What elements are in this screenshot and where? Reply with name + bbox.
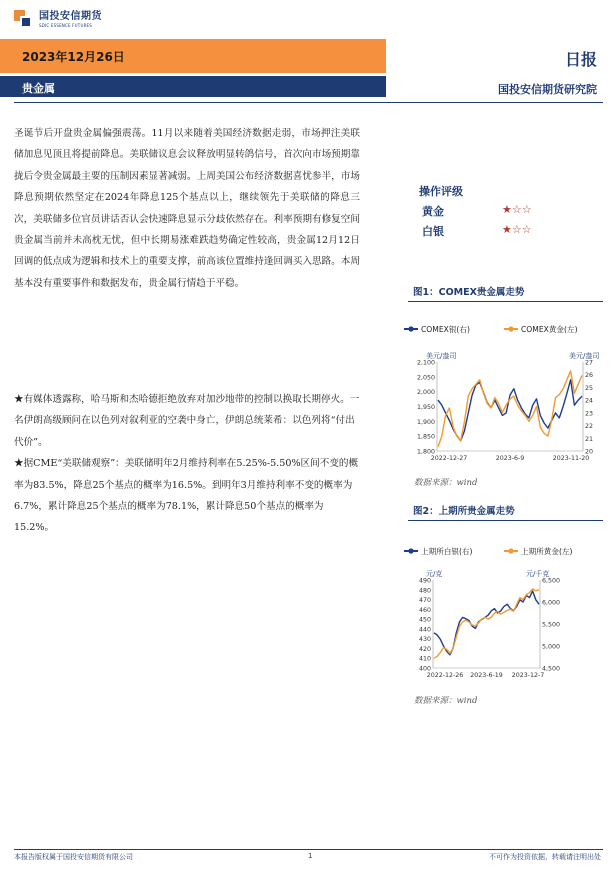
x-tick-label: 2023-6-9 <box>495 455 525 462</box>
legend-label: COMEX黄金(左) <box>521 325 578 334</box>
news-section <box>14 389 360 539</box>
y-left-tick-label: 1,800 <box>416 448 435 456</box>
rating-row-silver <box>422 223 562 239</box>
right-axis-unit: 元/千克 <box>526 570 550 578</box>
y-right-tick-label: 23 <box>585 410 594 418</box>
y-right-tick-label: 24 <box>585 397 594 405</box>
x-tick-label: 2023-12-7 <box>511 672 545 679</box>
figure-1-title: 图1：COMEX贵金属走势 <box>413 287 525 298</box>
figure-2-chart <box>400 540 610 685</box>
y-left-tick-label: 1,950 <box>416 404 435 411</box>
x-tick-label: 2023-11-20 <box>552 455 590 462</box>
x-tick-label: 2022-12-27 <box>430 455 468 462</box>
rating-stars: ★☆☆ <box>502 223 532 236</box>
series-line <box>434 589 539 658</box>
news-item: ★据CME“美联储观察”：美联储明年2月维持利率在5.25%-5.50%区间不变的概率为83.5%，降息25个基点的概率为16.5%。到明年3月维持利率不变的概率为6.7%，累计降息25个基点的概率为78.1%，累计降息50个基点的概率为15.2%。 <box>14 458 359 534</box>
y-left-tick-label: 440 <box>418 626 431 634</box>
y-right-tick-label: 5,500 <box>542 621 561 629</box>
y-left-tick-label: 450 <box>418 616 431 624</box>
y-left-tick-label: 430 <box>418 636 431 644</box>
y-left-tick-label: 410 <box>418 655 431 663</box>
section-title: 贵金属 <box>22 82 55 95</box>
rating-title: 操作评级 <box>419 185 463 198</box>
page-number: 1 <box>308 852 313 860</box>
y-right-tick-label: 4,500 <box>542 665 561 673</box>
y-right-tick-label: 20 <box>585 448 594 456</box>
x-tick-label: 2023-6-19 <box>470 672 503 679</box>
y-right-tick-label: 26 <box>585 372 594 380</box>
rating-stars: ★☆☆ <box>502 203 532 216</box>
legend-marker <box>408 548 413 553</box>
series-line <box>438 371 582 447</box>
y-left-tick-label: 1,850 <box>416 433 435 441</box>
figure-2-divider <box>408 520 603 521</box>
y-left-tick-label: 490 <box>418 577 431 585</box>
left-axis-unit: 美元/盎司 <box>426 352 457 360</box>
news-item: ★有媒体透露称，哈马斯和杰哈德拒绝放弃对加沙地带的控制以换取长期停火。一名伊朗高级顾问在以色列对叙利亚的空袭中身亡，伊朗总统莱希：以色列将“付出代价”。 <box>14 394 360 448</box>
y-left-tick-label: 2,050 <box>416 374 435 382</box>
y-right-tick-label: 25 <box>585 384 594 392</box>
y-left-tick-label: 2,000 <box>416 389 435 397</box>
y-right-tick-label: 6,500 <box>542 577 561 585</box>
figure-1-source: 数据来源：wind <box>414 478 478 488</box>
section-banner <box>0 76 386 97</box>
footer-copyright: 本报告版权属于国投安信期货有限公司 <box>14 853 133 861</box>
y-left-tick-label: 400 <box>418 665 431 673</box>
figure-1-chart <box>400 318 610 468</box>
report-date: 2023年12月26日 <box>22 50 125 64</box>
x-tick-label: 2022-12-26 <box>426 672 464 679</box>
y-right-tick-label: 6,000 <box>542 599 561 607</box>
right-axis-unit: 美元/盎司 <box>569 352 600 360</box>
y-left-tick-label: 2,100 <box>416 359 435 367</box>
report-type: 日报 <box>564 50 597 69</box>
company-logo <box>14 10 102 30</box>
rating-row-gold <box>422 203 562 219</box>
legend-marker <box>408 326 413 331</box>
logo-name-en: SDIC ESSENCE FUTURES <box>39 23 93 28</box>
legend-marker <box>508 326 513 331</box>
legend-label: COMEX银(右) <box>421 325 470 334</box>
y-left-tick-label: 470 <box>418 597 431 605</box>
series-line <box>438 380 582 441</box>
logo-name-cn: 国投安信期货 <box>39 11 102 22</box>
legend-label: 上期所黄金(左) <box>521 547 573 556</box>
y-right-tick-label: 27 <box>585 359 594 367</box>
figure-1-divider <box>408 301 603 302</box>
y-left-tick-label: 460 <box>418 606 431 614</box>
y-left-tick-label: 420 <box>418 645 431 653</box>
legend-marker <box>508 548 513 553</box>
footer-divider <box>14 849 603 850</box>
legend-label: 上期所白银(右) <box>421 547 473 556</box>
footer-notice: 不可作为投资依据，转载请注明出处 <box>489 853 601 861</box>
institute-name: 国投安信期货研究院 <box>498 83 597 96</box>
y-right-tick-label: 5,000 <box>542 643 561 651</box>
header-divider <box>14 102 603 103</box>
left-axis-unit: 元/克 <box>426 570 443 578</box>
y-left-tick-label: 1,900 <box>416 418 435 426</box>
market-commentary: 圣诞节后开盘贵金属偏强震荡。11月以来随着美国经济数据走弱，市场押注美联储加息见顶且将提前降息。美联储议息会议释放明显转鸽信号，首次向市场预期靠拢后令贵金属最主要的压制因素显著减弱。上周美国公布经济数据喜忧参半，市场降息预期依然坚定在2024年降息125个基点以上，继续领先于美联储的降息三次，美联储多位官员讲话否认会快速降息显示分歧依然存在。利率预期有修复空间贵金属当前并未高枕无忧，但中长期易涨难跌趋势确定性较高，贵金属12月12日回调的低点成为逻辑和技术上的重要支撑，前高该位置维持逢回调买入思路。本周基本没有重要事件和数据发布，贵金属行情趋于平稳。 <box>14 128 360 289</box>
y-left-tick-label: 480 <box>418 587 431 595</box>
figure-2-title: 图2：上期所贵金属走势 <box>413 506 515 517</box>
rating-name: 白银 <box>422 225 444 238</box>
figure-2-source: 数据来源：wind <box>414 696 478 706</box>
y-right-tick-label: 21 <box>585 435 594 443</box>
logo-mark-icon <box>14 10 34 30</box>
y-right-tick-label: 22 <box>585 423 594 431</box>
rating-name: 黄金 <box>422 205 444 218</box>
series-line <box>434 591 539 655</box>
